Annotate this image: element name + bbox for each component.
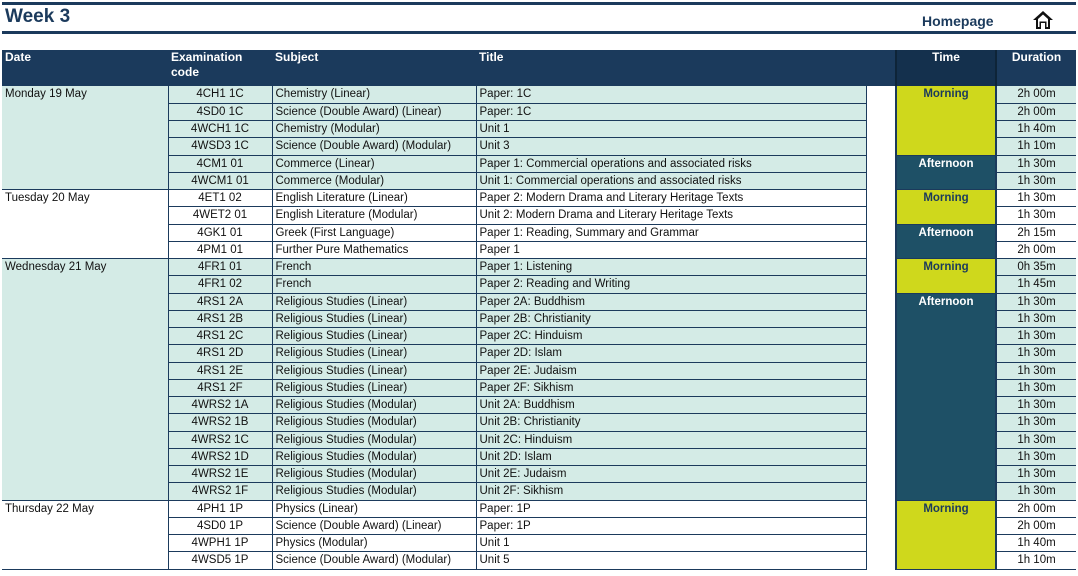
home-icon[interactable] (1032, 10, 1054, 30)
homepage-link[interactable]: Homepage (922, 13, 994, 29)
duration-cell: 1h 30m (996, 190, 1076, 207)
spacer-cell (866, 310, 896, 327)
spacer-cell (866, 138, 896, 155)
title-cell: Paper 2B: Christianity (476, 310, 866, 327)
duration-cell: 1h 30m (996, 448, 1076, 465)
exam-code-cell: 4GK1 01 (168, 224, 272, 241)
title-cell: Unit 3 (476, 138, 866, 155)
title-cell: Paper 1: Listening (476, 259, 866, 276)
subject-cell: Religious Studies (Modular) (272, 431, 476, 448)
exam-code-cell: 4FR1 02 (168, 276, 272, 293)
session-cell-afternoon: Afternoon (896, 293, 996, 500)
duration-cell: 2h 00m (996, 500, 1076, 517)
subject-cell: Religious Studies (Modular) (272, 397, 476, 414)
subject-cell: Science (Double Award) (Modular) (272, 552, 476, 569)
title-cell: Paper: 1C (476, 103, 866, 120)
title-cell: Unit 2B: Christianity (476, 414, 866, 431)
duration-cell: 1h 10m (996, 552, 1076, 569)
header-rule (2, 31, 1076, 34)
subject-cell: Science (Double Award) (Linear) (272, 103, 476, 120)
title-cell: Paper 1 (476, 241, 866, 258)
exam-code-cell: 4RS1 2C (168, 328, 272, 345)
spacer-cell (866, 172, 896, 189)
title-cell: Paper 2: Reading and Writing (476, 276, 866, 293)
table-row (2, 259, 1076, 276)
subject-cell: French (272, 276, 476, 293)
date-cell: Tuesday 20 May (2, 190, 168, 259)
title-cell: Paper 1: Commercial operations and associated risks (476, 155, 866, 172)
subject-cell: Science (Double Award) (Modular) (272, 138, 476, 155)
title-cell: Paper 2A: Buddhism (476, 293, 866, 310)
exam-code-cell: 4WET2 01 (168, 207, 272, 224)
duration-cell: 1h 30m (996, 328, 1076, 345)
col-header-gap (866, 50, 896, 86)
date-cell: Thursday 22 May (2, 500, 168, 569)
exam-code-cell: 4RS1 2D (168, 345, 272, 362)
table-row (2, 86, 1076, 103)
title-cell: Paper 2: Modern Drama and Literary Heritage Texts (476, 190, 866, 207)
spacer-cell (866, 397, 896, 414)
exam-timetable (2, 50, 1076, 570)
session-cell-afternoon: Afternoon (896, 224, 996, 259)
subject-cell: Chemistry (Linear) (272, 86, 476, 103)
duration-cell: 2h 15m (996, 224, 1076, 241)
title-cell: Paper 2E: Judaism (476, 362, 866, 379)
exam-code-cell: 4WCH1 1C (168, 121, 272, 138)
spacer-cell (866, 86, 896, 103)
page-title: Week 3 (5, 6, 71, 27)
duration-cell: 1h 30m (996, 310, 1076, 327)
session-cell-afternoon: Afternoon (896, 155, 996, 190)
spacer-cell (866, 103, 896, 120)
exam-code-cell: 4RS1 2A (168, 293, 272, 310)
spacer-cell (866, 379, 896, 396)
subject-cell: Greek (First Language) (272, 224, 476, 241)
table-row (2, 500, 1076, 517)
exam-code-cell: 4CM1 01 (168, 155, 272, 172)
subject-cell: Religious Studies (Modular) (272, 483, 476, 500)
duration-cell: 1h 45m (996, 276, 1076, 293)
spacer-cell (866, 190, 896, 207)
exam-code-cell: 4SD0 1P (168, 517, 272, 534)
duration-cell: 1h 30m (996, 483, 1076, 500)
subject-cell: Physics (Linear) (272, 500, 476, 517)
exam-code-cell: 4SD0 1C (168, 103, 272, 120)
title-cell: Unit 1 (476, 535, 866, 552)
spacer-cell (866, 431, 896, 448)
spacer-cell (866, 448, 896, 465)
duration-cell: 1h 30m (996, 345, 1076, 362)
duration-cell: 1h 30m (996, 155, 1076, 172)
title-cell: Unit 1: Commercial operations and associated risks (476, 172, 866, 189)
title-cell: Paper: 1P (476, 500, 866, 517)
col-header-subject: Subject (272, 50, 476, 86)
duration-cell: 1h 30m (996, 207, 1076, 224)
subject-cell: Further Pure Mathematics (272, 241, 476, 258)
exam-code-cell: 4FR1 01 (168, 259, 272, 276)
duration-cell: 1h 10m (996, 138, 1076, 155)
spacer-cell (866, 466, 896, 483)
subject-cell: English Literature (Modular) (272, 207, 476, 224)
subject-cell: Religious Studies (Modular) (272, 448, 476, 465)
subject-cell: English Literature (Linear) (272, 190, 476, 207)
subject-cell: Religious Studies (Linear) (272, 345, 476, 362)
exam-code-cell: 4RS1 2B (168, 310, 272, 327)
spacer-cell (866, 293, 896, 310)
exam-code-cell: 4WRS2 1E (168, 466, 272, 483)
title-cell: Unit 2F: Sikhism (476, 483, 866, 500)
title-cell: Unit 2: Modern Drama and Literary Heritage Texts (476, 207, 866, 224)
exam-code-cell: 4WCM1 01 (168, 172, 272, 189)
session-cell-morning: Morning (896, 86, 996, 155)
spacer-cell (866, 155, 896, 172)
duration-cell: 2h 00m (996, 86, 1076, 103)
title-cell: Paper: 1P (476, 517, 866, 534)
spacer-cell (866, 517, 896, 534)
exam-code-cell: 4WSD3 1C (168, 138, 272, 155)
exam-code-cell: 4WRS2 1C (168, 431, 272, 448)
spacer-cell (866, 241, 896, 258)
duration-cell: 1h 30m (996, 397, 1076, 414)
subject-cell: Science (Double Award) (Linear) (272, 517, 476, 534)
subject-cell: Commerce (Modular) (272, 172, 476, 189)
title-cell: Paper 2F: Sikhism (476, 379, 866, 396)
exam-code-cell: 4PH1 1P (168, 500, 272, 517)
spacer-cell (866, 207, 896, 224)
title-cell: Unit 5 (476, 552, 866, 569)
col-header-code: Examination code (168, 50, 272, 86)
spacer-cell (866, 500, 896, 517)
duration-cell: 1h 30m (996, 293, 1076, 310)
title-cell: Paper 1: Reading, Summary and Grammar (476, 224, 866, 241)
subject-cell: Religious Studies (Modular) (272, 466, 476, 483)
exam-code-cell: 4ET1 02 (168, 190, 272, 207)
title-cell: Paper 2D: Islam (476, 345, 866, 362)
table-row (2, 190, 1076, 207)
exam-code-cell: 4WRS2 1D (168, 448, 272, 465)
timetable-body (2, 86, 1076, 569)
col-header-date: Date (2, 50, 168, 86)
duration-cell: 1h 30m (996, 466, 1076, 483)
col-header-title: Title (476, 50, 866, 86)
spacer-cell (866, 121, 896, 138)
subject-cell: Chemistry (Modular) (272, 121, 476, 138)
subject-cell: Physics (Modular) (272, 535, 476, 552)
spacer-cell (866, 552, 896, 569)
subject-cell: Religious Studies (Linear) (272, 310, 476, 327)
subject-cell: Commerce (Linear) (272, 155, 476, 172)
duration-cell: 1h 40m (996, 535, 1076, 552)
col-header-duration: Duration (996, 50, 1076, 86)
exam-code-cell: 4WRS2 1A (168, 397, 272, 414)
spacer-cell (866, 535, 896, 552)
session-cell-morning: Morning (896, 500, 996, 569)
date-cell: Monday 19 May (2, 86, 168, 190)
subject-cell: French (272, 259, 476, 276)
header-row (2, 50, 1076, 86)
exam-code-cell: 4WRS2 1F (168, 483, 272, 500)
spacer-cell (866, 259, 896, 276)
spacer-cell (866, 345, 896, 362)
title-cell: Paper 2C: Hinduism (476, 328, 866, 345)
spacer-cell (866, 328, 896, 345)
subject-cell: Religious Studies (Linear) (272, 293, 476, 310)
session-cell-morning: Morning (896, 259, 996, 294)
spacer-cell (866, 362, 896, 379)
title-cell: Unit 2E: Judaism (476, 466, 866, 483)
subject-cell: Religious Studies (Modular) (272, 414, 476, 431)
col-header-time: Time (896, 50, 996, 86)
title-cell: Unit 2D: Islam (476, 448, 866, 465)
duration-cell: 1h 40m (996, 121, 1076, 138)
duration-cell: 1h 30m (996, 172, 1076, 189)
spacer-cell (866, 276, 896, 293)
duration-cell: 0h 35m (996, 259, 1076, 276)
duration-cell: 1h 30m (996, 379, 1076, 396)
top-rule (2, 2, 1076, 5)
subject-cell: Religious Studies (Linear) (272, 328, 476, 345)
exam-code-cell: 4RS1 2F (168, 379, 272, 396)
title-cell: Unit 1 (476, 121, 866, 138)
duration-cell: 2h 00m (996, 103, 1076, 120)
title-cell: Unit 2A: Buddhism (476, 397, 866, 414)
title-cell: Unit 2C: Hinduism (476, 431, 866, 448)
duration-cell: 2h 00m (996, 241, 1076, 258)
duration-cell: 1h 30m (996, 431, 1076, 448)
duration-cell: 1h 30m (996, 414, 1076, 431)
date-cell: Wednesday 21 May (2, 259, 168, 501)
title-cell: Paper: 1C (476, 86, 866, 103)
exam-code-cell: 4WPH1 1P (168, 535, 272, 552)
exam-code-cell: 4PM1 01 (168, 241, 272, 258)
spacer-cell (866, 224, 896, 241)
exam-code-cell: 4WRS2 1B (168, 414, 272, 431)
subject-cell: Religious Studies (Linear) (272, 362, 476, 379)
session-cell-morning: Morning (896, 190, 996, 225)
exam-code-cell: 4CH1 1C (168, 86, 272, 103)
exam-code-cell: 4WSD5 1P (168, 552, 272, 569)
exam-code-cell: 4RS1 2E (168, 362, 272, 379)
subject-cell: Religious Studies (Linear) (272, 379, 476, 396)
spacer-cell (866, 414, 896, 431)
duration-cell: 1h 30m (996, 362, 1076, 379)
duration-cell: 2h 00m (996, 517, 1076, 534)
spacer-cell (866, 483, 896, 500)
